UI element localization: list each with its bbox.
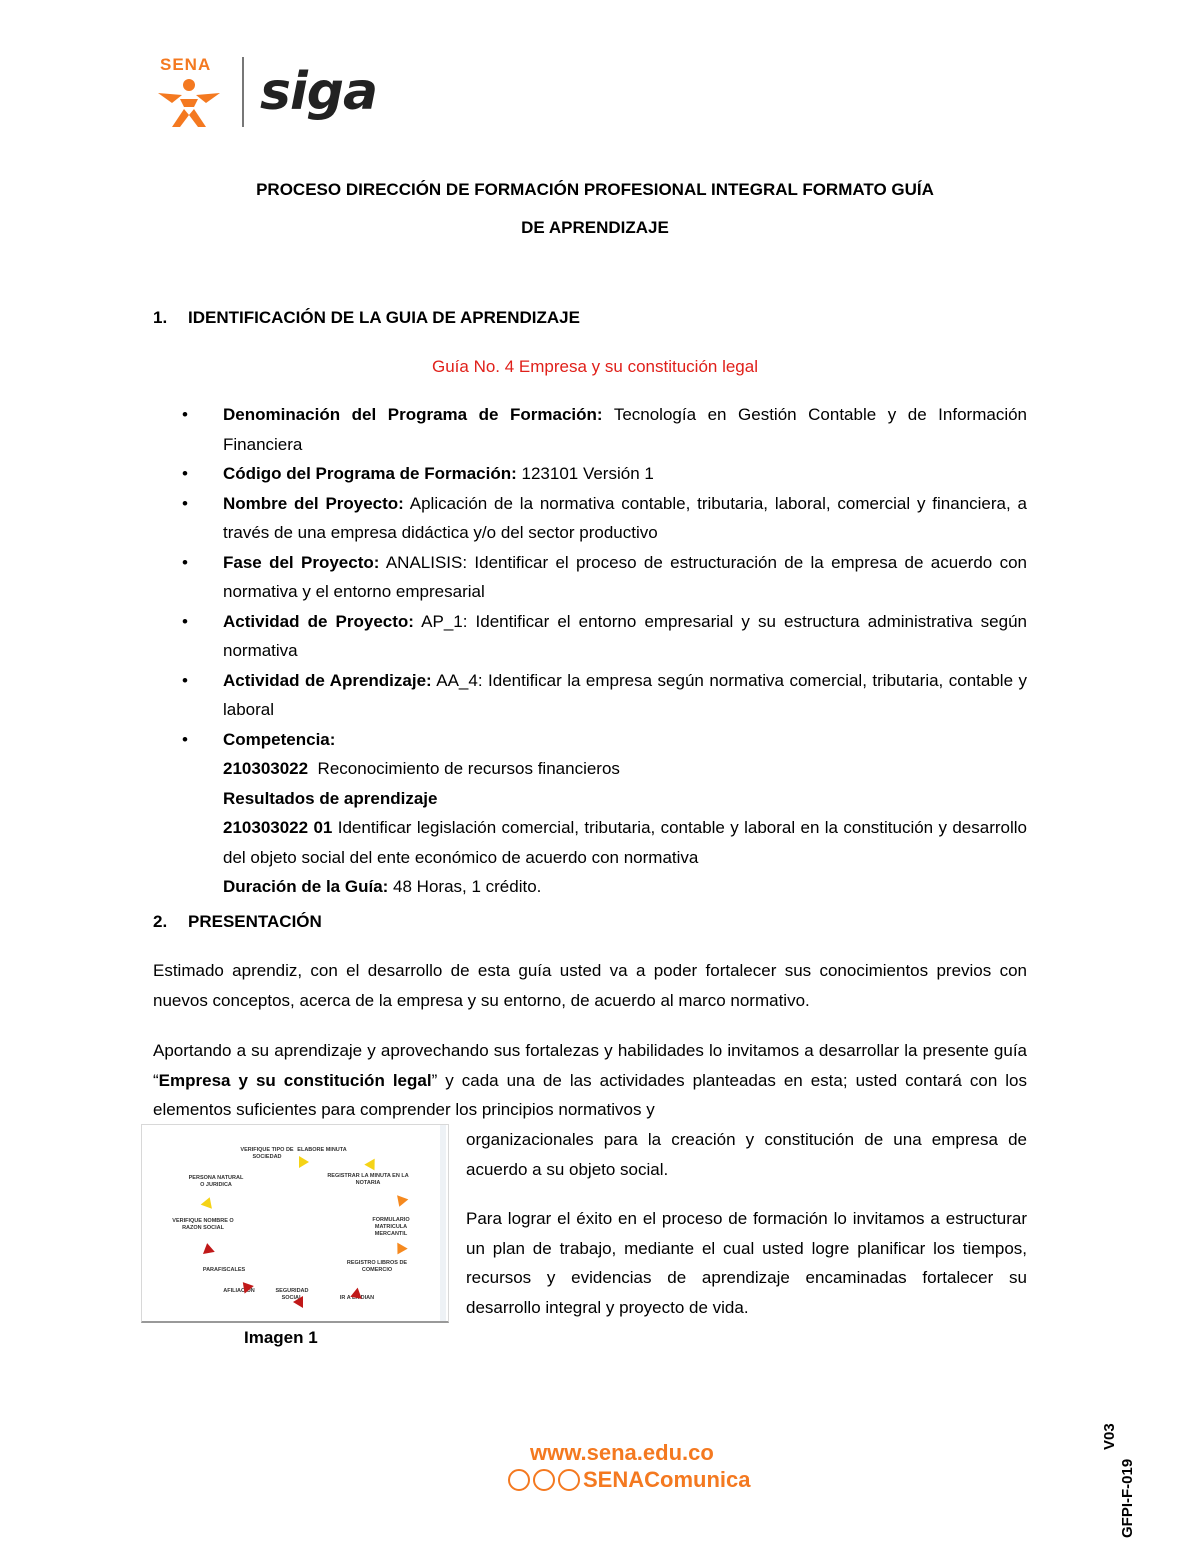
resultado-code: 210303022 01 — [223, 818, 333, 837]
actividad-proyecto-value: AP_1: Identificar el entorno empresarial y su estructura administrativa según normativa — [223, 611, 1027, 660]
list-item — [182, 725, 1027, 755]
sena-logo — [150, 55, 228, 130]
arrow-icon — [201, 1242, 215, 1254]
actividad-aprendizaje-label: Actividad de Aprendizaje: — [223, 670, 432, 690]
facebook-icon — [558, 1469, 580, 1491]
list-item — [182, 400, 1027, 459]
list-item — [182, 459, 1027, 489]
resultados-line — [182, 784, 1027, 814]
competencia-code: 210303022 — [223, 759, 309, 778]
programa-label: Denominación del Programa de Formación: — [223, 405, 603, 424]
section1-number: 1. — [153, 308, 168, 327]
diagram-label: PARAFISCALES — [202, 1267, 246, 1273]
diagram-label: ELABORE MINUTA — [297, 1147, 347, 1153]
codigo-label: Código del Programa de Formación: — [223, 464, 517, 483]
section2-number: 2. — [153, 912, 168, 931]
duracion-value: 48 Horas, 1 crédito. — [393, 877, 542, 896]
footer-social — [508, 1467, 750, 1493]
diagram-label: REGISTRAR LA MINUTA EN LA NOTARIA — [327, 1173, 409, 1186]
document-title-line2: DE APRENDIZAJE — [521, 218, 669, 237]
section1-heading — [153, 308, 580, 328]
footer-url[interactable]: www.sena.edu.co — [530, 1440, 714, 1465]
list-item — [182, 607, 1027, 666]
diagram-label: AFILIACION — [223, 1288, 255, 1294]
diagram-label: VERIFIQUE NOMBRE O RAZON SOCIAL — [172, 1218, 234, 1231]
diagram-label: VERIFIQUE TIPO DE SOCIEDAD — [240, 1147, 294, 1160]
instagram-icon — [508, 1469, 530, 1491]
fase-value: ANALISIS: Identificar el proceso de estructuración de la empresa de acuerdo con normativa y el entorno empresarial — [223, 552, 1027, 601]
section1-title: IDENTIFICACIÓN DE LA GUIA DE APRENDIZAJE — [188, 308, 580, 327]
duracion-label: Duración de la Guía: — [223, 877, 389, 896]
siga-logo-text: siga — [260, 62, 378, 122]
fase-label: Fase del Proyecto: — [223, 552, 380, 572]
youtube-icon — [533, 1469, 555, 1491]
figure-caption: Imagen 1 — [244, 1328, 318, 1347]
para2-start: Aportando a su aprendizaje y aprovechando sus fortalezas y habilidades lo invitamos a desarrollar la presente guía “ — [153, 1041, 1027, 1090]
format-code — [1098, 1410, 1148, 1540]
logo-divider — [242, 57, 244, 127]
siga-logo — [260, 62, 378, 122]
list-item — [182, 666, 1027, 725]
competencia-line — [182, 754, 1027, 784]
arrow-icon — [364, 1159, 379, 1174]
list-item — [182, 548, 1027, 607]
proyecto-label: Nombre del Proyecto: — [223, 493, 404, 513]
arrow-icon — [293, 1296, 303, 1308]
codigo-value: 123101 Versión 1 — [521, 464, 654, 483]
format-code-a: GFPI-F-019 — [1119, 1458, 1136, 1538]
identification-list — [182, 400, 1027, 902]
arrow-icon — [392, 1243, 407, 1258]
header-logos — [150, 52, 377, 132]
presentation-paragraph-3: Para lograr el éxito en el proceso de formación lo invitamos a estructurar un plan de trabajo, mediante el cual usted logre planificar los tiempos, recursos y evidencias de aprendizaje encaminadas fortalecer su desarrollo integral y proyecto de vida. — [466, 1209, 1027, 1317]
process-diagram-image — [141, 1124, 449, 1323]
diagram-label: FORMULARIO MATRICULA MERCANTIL — [372, 1217, 410, 1237]
guide-title: Guía No. 4 Empresa y su constitución legal — [432, 357, 758, 376]
arrow-icon — [299, 1156, 309, 1168]
arrow-icon — [201, 1195, 216, 1209]
image-frame-edge — [440, 1125, 446, 1321]
resultado-value: Identificar legislación comercial, tributaria, contable y laboral en la constitución y desarrollo del objeto social del ente económico de acuerdo con normativa — [223, 818, 1028, 867]
diagram-label: IR A LA DIAN — [339, 1295, 375, 1301]
resultado-line — [182, 813, 1027, 872]
diagram-label: REGISTRO LIBROS DE COMERCIO — [346, 1260, 408, 1273]
actividad-aprendizaje-value: AA_4: Identificar la empresa según normativa comercial, tributaria, contable y laboral — [223, 670, 1027, 719]
competencia-label: Competencia: — [223, 729, 336, 749]
proyecto-value: Aplicación de la normativa contable, tributaria, laboral, comercial y financiera, a través de una empresa didáctica y/o del sector productivo — [223, 493, 1027, 542]
presentation-paragraph-2-cont: organizacionales para la creación y constitución de una empresa de acuerdo a su objeto social. — [466, 1130, 1027, 1179]
document-title-line1: PROCESO DIRECCIÓN DE FORMACIÓN PROFESIONAL INTEGRAL FORMATO GUÍA — [256, 180, 934, 199]
duracion-line — [182, 872, 1027, 902]
arrow-icon — [394, 1195, 409, 1209]
section2-title: PRESENTACIÓN — [188, 912, 322, 931]
para2-end: ” y cada una de las actividades planteadas en esta; usted contará con los elementos suficientes para comprender los principios normativos y — [153, 1070, 1027, 1119]
list-item — [182, 489, 1027, 548]
actividad-proyecto-label: Actividad de Proyecto: — [223, 611, 414, 631]
competencia-value: Reconocimiento de recursos financieros — [317, 759, 620, 778]
resultados-label: Resultados de aprendizaje — [223, 788, 438, 808]
presentation-paragraph-2 — [153, 1036, 1027, 1125]
para2-bold: Empresa y su constitución legal — [158, 1070, 432, 1090]
diagram-label: SEGURIDAD SOCIAL — [275, 1288, 309, 1301]
footer-social-handle: SENAComunica — [583, 1467, 751, 1492]
diagram-label: PERSONA NATURAL O JURIDICA — [188, 1175, 244, 1188]
format-code-b: V03 — [1101, 1423, 1118, 1450]
presentation-paragraph-1: Estimado aprendiz, con el desarrollo de esta guía usted va a poder fortalecer sus conocimientos previos con nuevos conceptos, acerca de la empresa y su entorno, de acuerdo al marco normativo. — [153, 961, 1027, 1010]
programa-value: Tecnología en Gestión Contable y de Información Financiera — [223, 405, 1028, 454]
section2-heading — [153, 912, 322, 932]
sena-logo-text: SENA — [160, 54, 212, 74]
